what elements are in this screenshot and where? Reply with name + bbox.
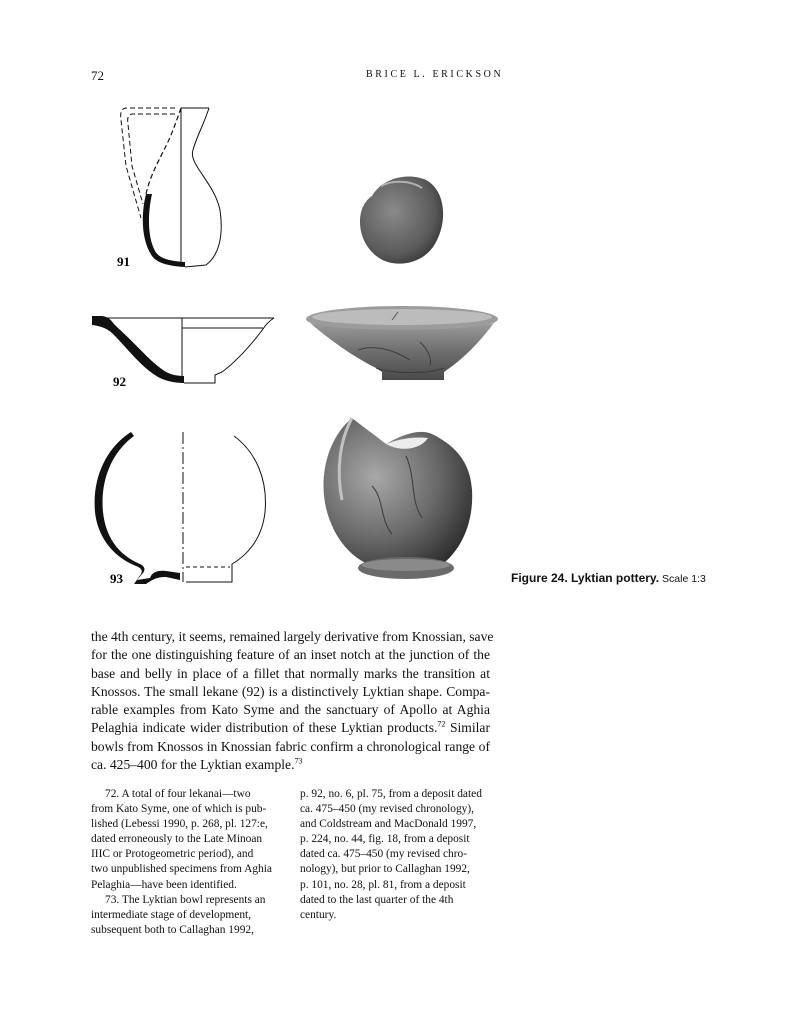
footnote-line: dated erroneously to the Late Minoan: [91, 833, 263, 846]
body-line-text: Pelaghia indicate wider distribution of these Lyktian products.: [91, 720, 438, 736]
figure-number-93: 93: [110, 571, 123, 586]
footnote-line: and Coldstream and MacDonald 1997,: [300, 818, 477, 831]
figure-number-91: 91: [117, 254, 130, 269]
footnote-line: intermediate stage of development,: [91, 908, 252, 921]
body-line: base and belly in place of a fillet that normally marks the transition at: [91, 665, 490, 681]
body-line: rable examples from Kato Syme and the sanctuary of Apollo at Aghia: [91, 702, 490, 718]
figure-caption: [511, 571, 706, 586]
body-line: [91, 756, 490, 774]
footnote-ref-73[interactable]: 73: [294, 756, 303, 766]
footnote-line: Pelaghia—have been identified.: [91, 878, 237, 891]
body-line-text: Similar: [445, 720, 490, 736]
footnote-line: lished (Lebessi 1990, p. 268, pl. 127:e,: [91, 818, 268, 831]
figure-number-92: 92: [113, 374, 126, 389]
footnote-line: ca. 475–450 (my revised chronology),: [300, 803, 474, 816]
footnote-line: from Kato Syme, one of which is pub-: [91, 803, 267, 816]
footnotes-right-column: [300, 787, 482, 923]
body-line: [91, 719, 490, 737]
body-line-text: ca. 425–400 for the Lyktian example.: [91, 757, 295, 773]
footnote-line: IIIC or Protogeometric period), and: [91, 848, 254, 861]
body-line: the 4th century, it seems, remained largely derivative from Knossian, save: [91, 629, 494, 644]
photo-93-jar: [324, 418, 473, 579]
drawing-92-lekane-profile: [92, 316, 274, 383]
footnote-line: subsequent both to Callaghan 1992,: [91, 923, 254, 936]
footnote-line: dated to the last quarter of the 4th: [300, 893, 454, 906]
body-line: Knossos. The small lekane (92) is a distinctively Lyktian shape. Compa-: [91, 683, 490, 699]
drawing-93-jar-profile: [95, 432, 266, 584]
footnote-line: 72. A total of four lekanai—two: [105, 788, 251, 800]
photo-91-jug-fragment: [360, 177, 443, 264]
drawing-91-jug-profile: [121, 108, 222, 267]
footnote-line: nology), but prior to Callaghan 1992,: [300, 863, 470, 876]
body-paragraph: [91, 628, 494, 774]
photo-92-lekane: [306, 306, 498, 380]
page-number: 72: [91, 68, 104, 83]
body-line: for the one distinguishing feature of an inset notch at the junction of the: [91, 647, 490, 663]
footnote-line: two unpublished specimens from Aghia: [91, 863, 272, 876]
footnotes-left-column: [91, 787, 272, 938]
footnote-line: p. 224, no. 44, fig. 18, from a deposit: [300, 833, 470, 846]
footnote-line: 73. The Lyktian bowl represents an: [105, 893, 266, 906]
figure-caption-label: Figure 24. Lyktian pottery.: [511, 571, 660, 585]
running-head: BRICE L. ERICKSON: [366, 69, 504, 80]
footnote-line: dated ca. 475–450 (my revised chro-: [300, 848, 468, 861]
body-line: bowls from Knossos in Knossian fabric confirm a chronological range of: [91, 738, 490, 754]
footnote-line: century.: [300, 908, 337, 921]
figure-caption-scale: Scale 1:3: [662, 573, 706, 585]
footnote-ref-72[interactable]: 72: [437, 719, 446, 729]
footnote-line: p. 101, no. 28, pl. 81, from a deposit: [300, 878, 466, 891]
footnote-line: p. 92, no. 6, pl. 75, from a deposit dated: [300, 788, 482, 800]
